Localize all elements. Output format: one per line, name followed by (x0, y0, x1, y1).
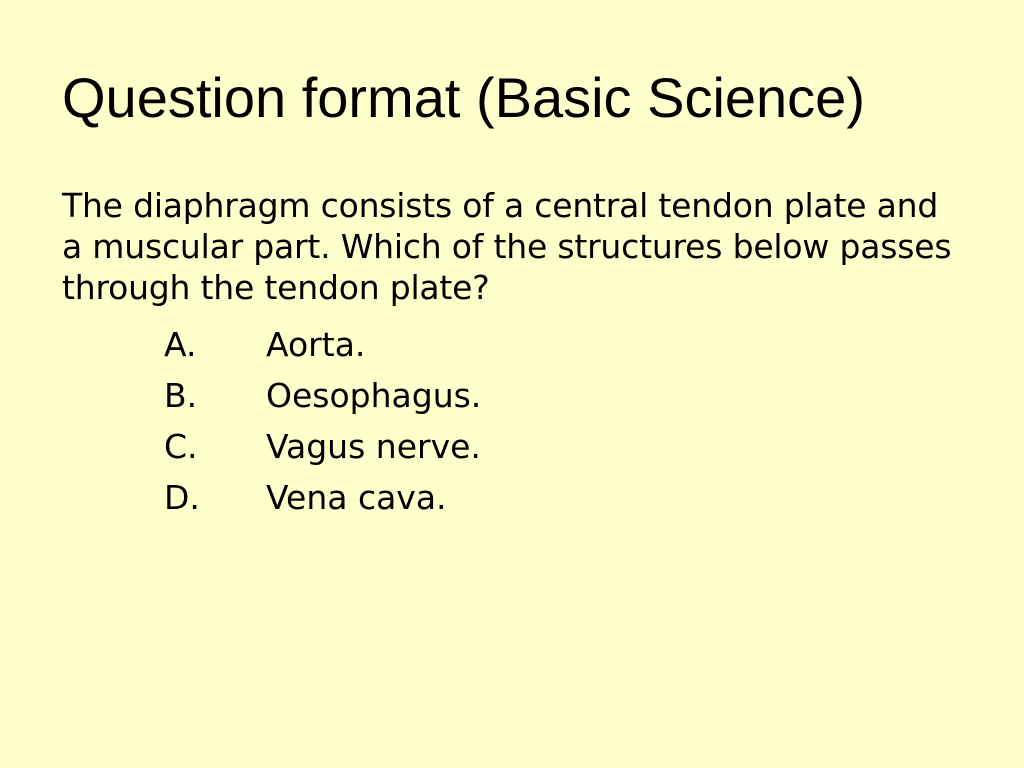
option-text: Vagus nerve. (266, 427, 481, 466)
answer-option-d (62, 472, 962, 523)
answer-option-b (62, 370, 962, 421)
answer-options-list (62, 319, 962, 523)
option-letter: B. (164, 376, 198, 415)
question-text: The diaphragm consists of a central tendon plate and a muscular part. Which of the structures below passes through the tendon plate? (62, 186, 952, 307)
answer-option-a (62, 319, 962, 370)
option-letter: C. (164, 427, 198, 466)
answer-option-c (62, 421, 962, 472)
option-text: Aorta. (266, 325, 366, 364)
slide-body (62, 185, 962, 523)
option-text: Vena cava. (266, 478, 447, 517)
slide-title: Question format (Basic Science) (62, 66, 865, 129)
option-text: Oesophagus. (266, 376, 482, 415)
option-letter: D. (164, 478, 200, 517)
option-letter: A. (164, 325, 197, 364)
